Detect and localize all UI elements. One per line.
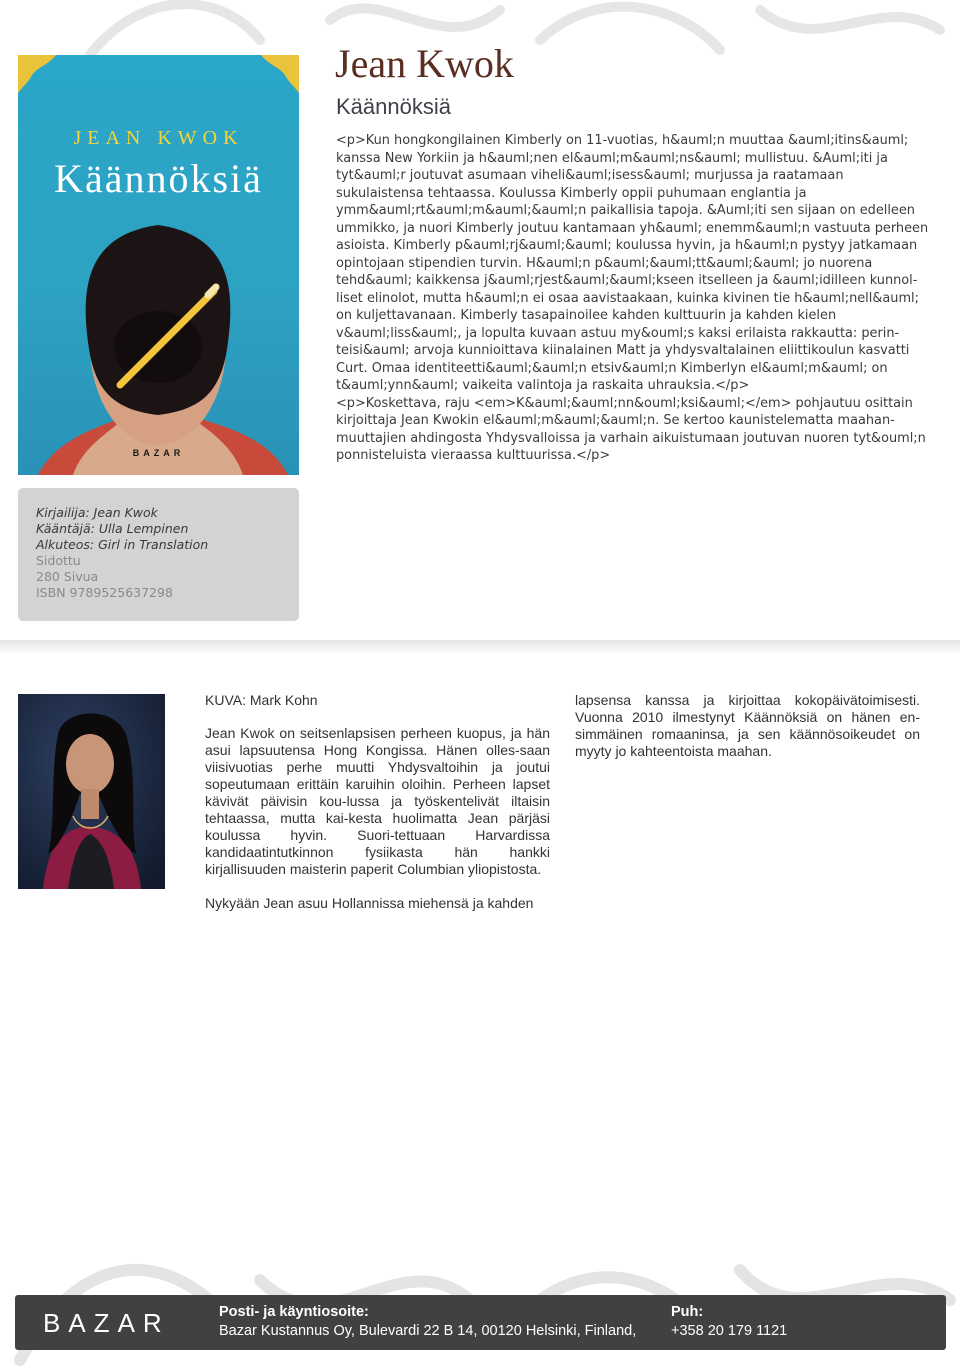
cover-title: Käännöksiä [54, 156, 263, 201]
description-paragraph: <p>Koskettava, raju <em>K&auml;&auml;nn&ouml;ksi&auml;</em> pohjautuu osittain kirjoittaja Jean Kwokin el&auml;m&auml;&auml;n. Se kertoo kaunistelematta maahan-muuttajien ahdingosta Yhdysvalloissa ja varhain aikuistumaan joutuvan nuoren tyt&ouml;n ponnisteluista vieraassa kulttuurissa.</p> [336, 395, 926, 463]
cover-author: JEAN KWOK [73, 127, 244, 149]
section-divider [0, 640, 960, 654]
address-label: Posti- ja käyntiosoite: [219, 1304, 369, 1320]
phone: +358 20 179 1121 [671, 1323, 788, 1339]
author-bio-column-right [575, 692, 920, 777]
publisher-logo-text: BAZAR [43, 1308, 170, 1338]
cover-publisher: BAZAR [132, 448, 185, 458]
info-original-title: Alkuteos: Girl in Translation [36, 537, 209, 552]
author-bio-column-left [205, 725, 550, 929]
phone-label: Puh: [671, 1304, 704, 1320]
bio-paragraph: lapsensa kanssa ja kirjoittaa kokopäivätoimisesti. Vuonna 2010 ilmestynyt Käännöksiä on hänen en-simmäinen romaaninsa, ja sen käännösoikeudet on myyty jo kahteentoista maahan. [575, 692, 920, 759]
book-info-box [18, 488, 299, 621]
info-author: Kirjailija: Jean Kwok [36, 505, 158, 520]
bio-paragraph: Jean Kwok on seitsenlapsisen perheen kuopus, ja hän asui lapsuutensa Hong Kongissa. Hänen olles-saan viisivuotias perhe muutti Yhdysvaltoihin ja joutui sopeutumaan erittäin karuihin oloihin. Perheen lapset kävivät päivisin kou-lussa ja työskentelivät iltaisin tehtaassa, mutta kai-kesta huolimatta Jean pärjäsi koulussa hyvin. Suori-tettuaan Harvardissa kandidaatintutkinnon fysiikasta hän hankki kirjallisuuden maisterin paperit Columbian yliopistosta. [205, 725, 550, 877]
address: Bazar Kustannus Oy, Bulevardi 22 B 14, 00120 Helsinki, Finland, [219, 1323, 637, 1339]
info-binding: Sidottu [36, 553, 81, 568]
book-cover [18, 55, 299, 475]
info-translator: Kääntäjä: Ulla Lempinen [36, 521, 189, 536]
description-paragraph: <p>Kun hongkongilainen Kimberly on 11-vuotias, h&auml;n muuttaa &auml;itins&auml; kanssa New Yorkiin ja h&auml;nen el&auml;m&auml;ns&auml; mullistuu. &Auml;iti ja tyt&auml;r joutuvat asumaan viheli&auml;isess&auml; murjussa ja raatamaan sukulaistensa tehtaassa. Koulussa Kimberly oppii puhumaan englantia ja ymm&auml;rt&auml;m&auml;&auml;n paikallisia tapoja. &Auml;iti sen sijaan on edelleen ummikko, ja nuori Kimberly joutuu kantamaan yh&auml; enemm&auml;n vastuuta perheen asioista. Kimberly p&auml;rj&auml;&auml; koulussa hyvin, ja h&auml;n pystyy jatkamaan opintojaan stipendien turvin. H&auml;n p&auml;&auml;tt&auml;&auml; jo nuorena tehd&auml; kaikkensa j&auml;rjest&auml;&auml;kseen itselleen ja &auml;idilleen kunnol-liset elinolot, mutta h&auml;n ei osaa aavistaakaan, kuinka kivinen tie h&auml;nell&auml; on kuljettavanaan. Kimberly tasapainoilee kahden kulttuurin ja kahden kielen v&auml;liss&auml;, ja lopulta kuvaan astuu my&ouml;s kaksi erilaista rakkautta: perin-teisi&auml; arvoja kunnioittava kiinalainen Matt ja yhdysvaltalainen eliittikoulun kasvatti Curt. Omaa identiteetti&auml;&auml;n etsiv&auml;n Kimberlyn el&auml;m&auml; on t&auml;ynn&auml; vaikeita valintoja ja raskaita uhrauksia.</p> [336, 133, 929, 393]
footer [15, 1295, 946, 1350]
author-photo [18, 694, 165, 889]
cover-girl-illustration [18, 55, 299, 475]
bio-paragraph: Nykyään Jean asuu Hollannissa miehensä ja kahden [205, 895, 534, 911]
publisher-logo [43, 1308, 173, 1338]
page-title: Jean Kwok [335, 41, 514, 86]
book-description [336, 132, 932, 465]
photo-credit: KUVA: Mark Kohn [205, 692, 318, 708]
info-pages: 280 Sivua [36, 569, 99, 584]
book-subtitle: Käännöksiä [336, 94, 451, 119]
info-isbn: ISBN 9789525637298 [36, 585, 173, 600]
